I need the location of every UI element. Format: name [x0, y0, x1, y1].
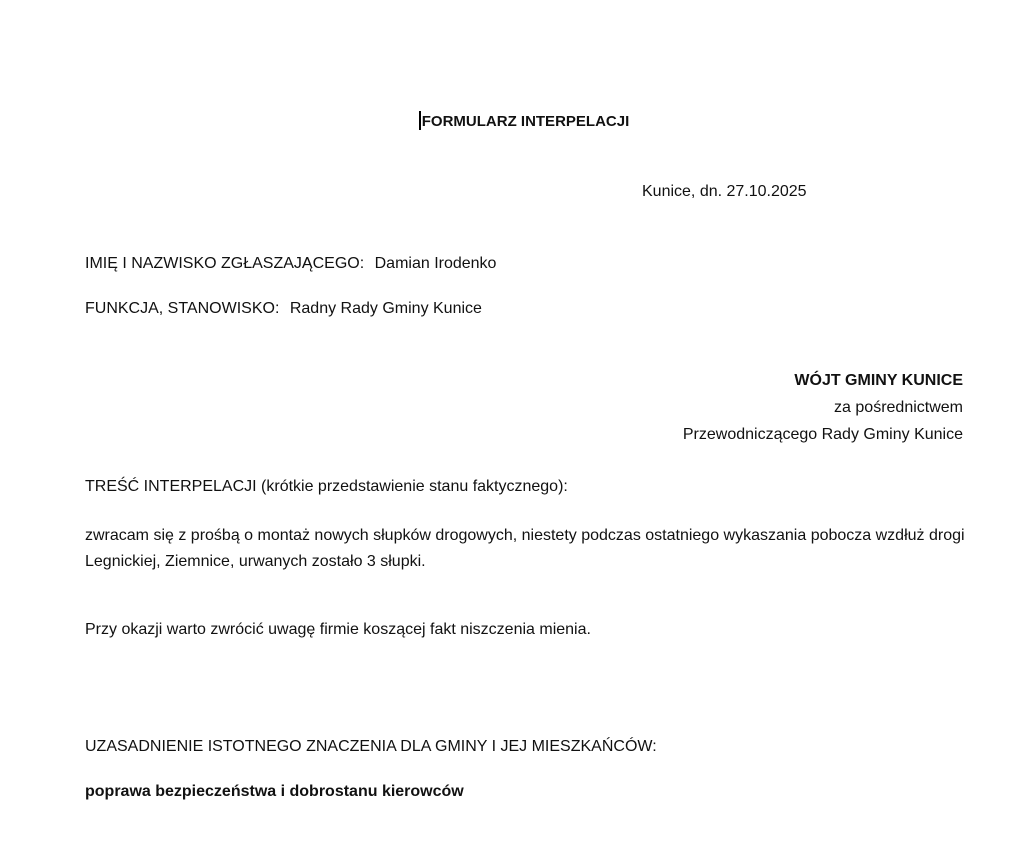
content-paragraph-1: zwracam się z prośbą o montaż nowych słupków drogowych, niestety podczas ostatniego wykaszania pobocza wzdłuż drogi Legnickiej, Ziemnice, urwanych zostało 3 słupki. — [85, 527, 965, 570]
function-label: FUNKCJA, STANOWISKO: — [85, 300, 280, 317]
recipient-line-1: WÓJT GMINY KUNICE — [794, 372, 963, 389]
submitter-label: IMIĘ I NAZWISKO ZGŁASZAJĄCEGO: — [85, 255, 365, 272]
content-paragraph-2: Przy okazji warto zwrócić uwagę firmie koszącej fakt niszczenia mienia. — [85, 621, 591, 638]
document-title-text: FORMULARZ INTERPELACJI — [421, 113, 630, 130]
submitter-value: Damian Irodenko — [374, 255, 497, 272]
recipient-line-2: za pośrednictwem — [834, 399, 963, 416]
recipient-line-3: Przewodniczącego Rady Gminy Kunice — [682, 426, 963, 443]
document-title — [0, 111, 1024, 132]
text-cursor — [419, 111, 421, 130]
place-date: Kunice, dn. 27.10.2025 — [642, 183, 807, 200]
justification-value: poprawa bezpieczeństwa i dobrostanu kierowców — [85, 783, 464, 800]
function-value: Radny Rady Gminy Kunice — [289, 300, 482, 317]
submitter-field — [85, 254, 496, 274]
content-label: TREŚĆ INTERPELACJI (krótkie przedstawienie stanu faktycznego): — [85, 478, 568, 495]
function-field — [85, 299, 482, 319]
justification-label: UZASADNIENIE ISTOTNEGO ZNACZENIA DLA GMINY I JEJ MIESZKAŃCÓW: — [85, 738, 657, 755]
